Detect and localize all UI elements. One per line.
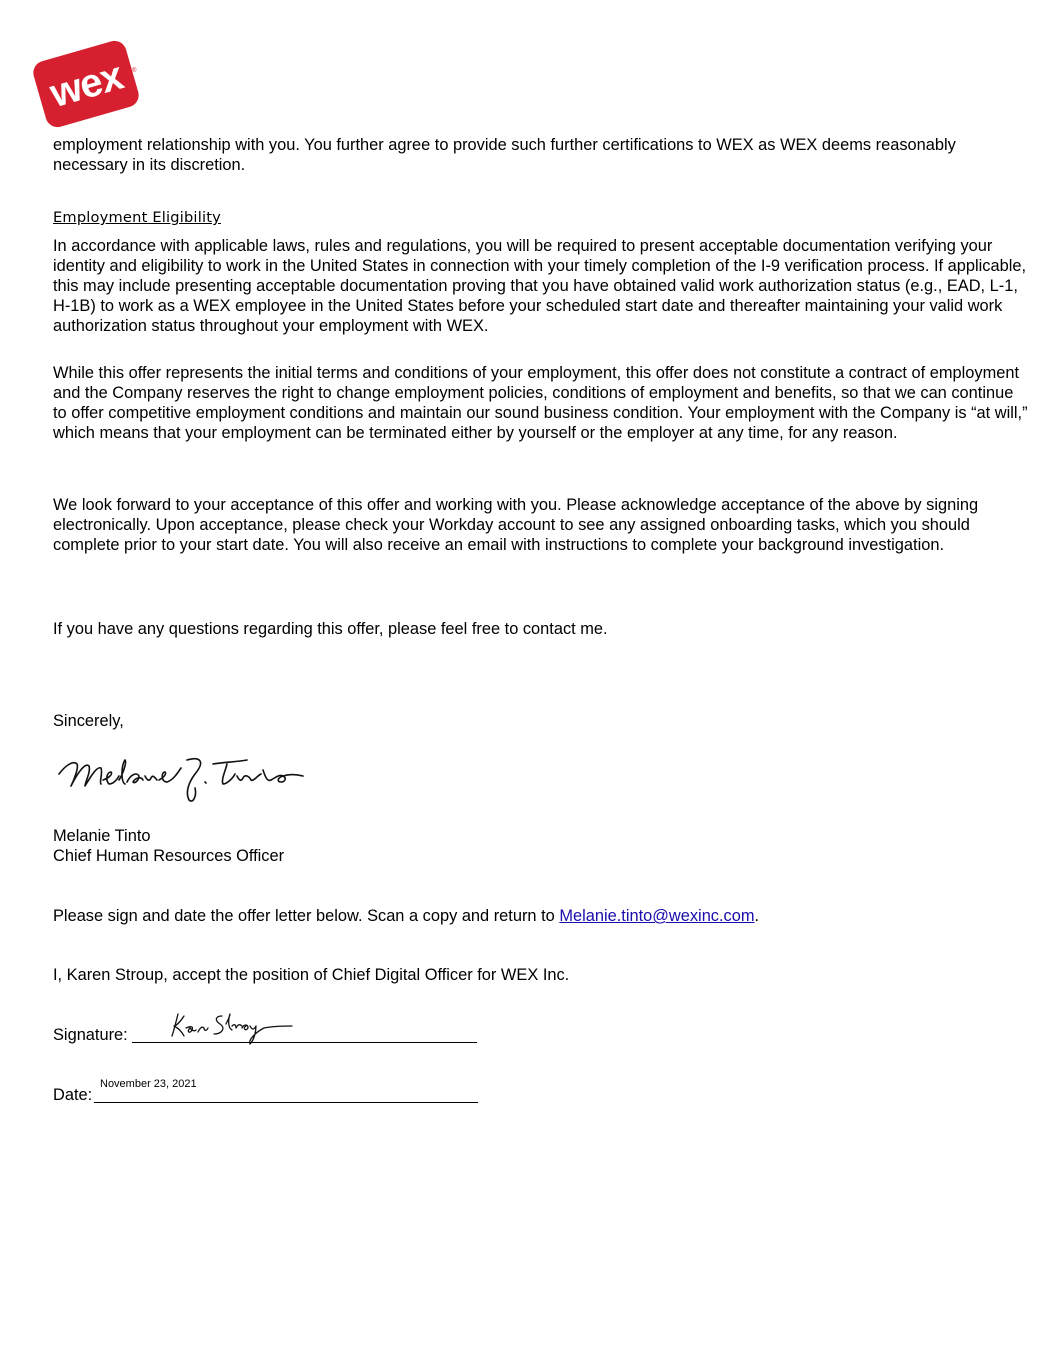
return-instructions-text: Please sign and date the offer letter below. Scan a copy and return to [53,907,560,925]
salutation: Sincerely, [53,712,124,730]
signature-label: Signature: [53,1026,128,1044]
date-line[interactable] [94,1102,478,1103]
continued-paragraph: employment relationship with you. You further agree to provide such further certifications to WEX as WEX deems reasonably necessary in its discretion. [53,136,956,174]
svg-text:®: ® [132,68,137,74]
eligibility-paragraph: In accordance with applicable laws, rules and regulations, you will be required to present acceptable documentation verifying your identity and eligibility to work in the United States in connection with your timely completion of the I-9 verification process. If applicable, this may include presenting acceptable documentation proving that you have obtained valid work authorization status (e.g., EAD, L-1, H-1B) to work as a WEX employee in the United States before your scheduled start date and thereafter maintaining your valid work authorization status throughout your employment with WEX. [53,237,1027,335]
acceptance-instructions-paragraph: We look forward to your acceptance of this offer and working with you. Please acknowledge acceptance of the above by signing electronically. Upon acceptance, please check your Workday account to see any assigned onboarding tasks, which you should complete prior to your start date. You will also receive an email with instructions to complete your background investigation. [53,496,979,554]
return-instructions [53,906,759,926]
employment-eligibility-heading: Employment Eligibility [53,209,221,226]
contact-email-link[interactable]: Melanie.tinto@wexinc.com [559,907,755,925]
acceptance-statement: I, Karen Stroup, accept the position of Chief Digital Officer for WEX Inc. [53,966,570,984]
questions-paragraph: If you have any questions regarding this offer, please feel free to contact me. [53,620,608,638]
melanie-tinto-signature-image [55,752,315,808]
signer-name: Melanie Tinto [53,827,151,845]
wex-logo [28,36,144,132]
svg-text:wex: wex [45,53,128,117]
at-will-paragraph: While this offer represents the initial terms and conditions of your employment, this offer does not constitute a contract of employment and the Company reserves the right to change employment policies, conditions of employment and benefits, so that we can continue to offer competitive employment conditions and maintain our sound business condition. Your employment with the Company is “at will,” which means that your employment can be terminated either by yourself or the employer at any time, for any reason. [53,364,1028,442]
date-label: Date: [53,1086,93,1104]
return-instructions-suffix: . [754,907,760,925]
date-value: November 23, 2021 [100,1078,197,1090]
karen-stroup-signature-image [170,1010,295,1046]
signer-title: Chief Human Resources Officer [53,847,285,865]
